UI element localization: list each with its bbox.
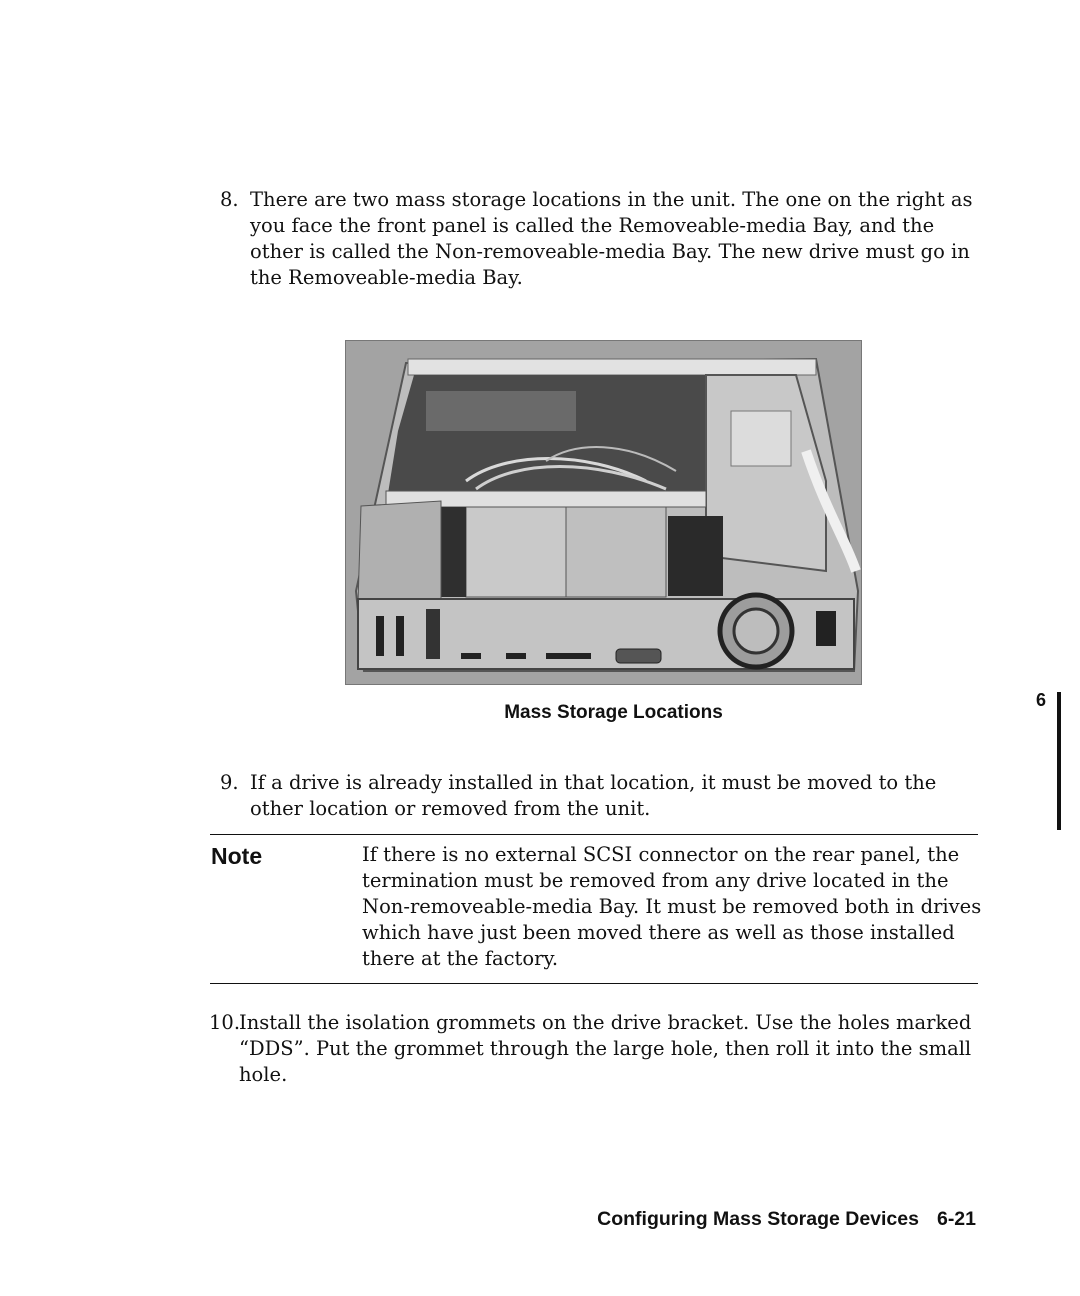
note-text: If there is no external SCSI connector on the rear panel, the termination must be removed from any drive located in the Non-removeable-media Bay. It must be removed both in drives which have just been moved there as well as those installed there at the factory. (362, 843, 982, 970)
chassis-illustration (346, 341, 862, 685)
mass-storage-photo (345, 340, 862, 685)
note-top-rule (210, 834, 978, 835)
step-number: 8. (220, 188, 239, 211)
page-number: 6-21 (936, 1208, 976, 1230)
chapter-tab-bar (1057, 692, 1061, 830)
page-footer (597, 1208, 976, 1231)
note-bottom-rule (210, 983, 978, 984)
chapter-tab-number: 6 (1036, 690, 1047, 710)
step-number: 10. (209, 1011, 241, 1034)
step-10 (209, 1010, 980, 1088)
step-text: Install the isolation grommets on the drive bracket. Use the holes marked “DDS”. Put the grommet through the large hole, then roll it into the small hole. (239, 1011, 972, 1086)
step-text: If a drive is already installed in that location, it must be moved to the other location or removed from the unit. (250, 771, 937, 820)
note-label: Note (211, 843, 263, 869)
step-8 (220, 187, 980, 291)
step-text: There are two mass storage locations in the unit. The one on the right as you face the front panel is called the Removeable-media Bay, and the other is called the Non-removeable-media Bay. The new drive must go in the Removeable-media Bay. (250, 188, 973, 289)
figure-caption: Mass Storage Locations (504, 702, 723, 723)
step-9 (220, 770, 980, 822)
step-number: 9. (220, 771, 239, 794)
footer-title: Configuring Mass Storage Devices (597, 1208, 919, 1230)
